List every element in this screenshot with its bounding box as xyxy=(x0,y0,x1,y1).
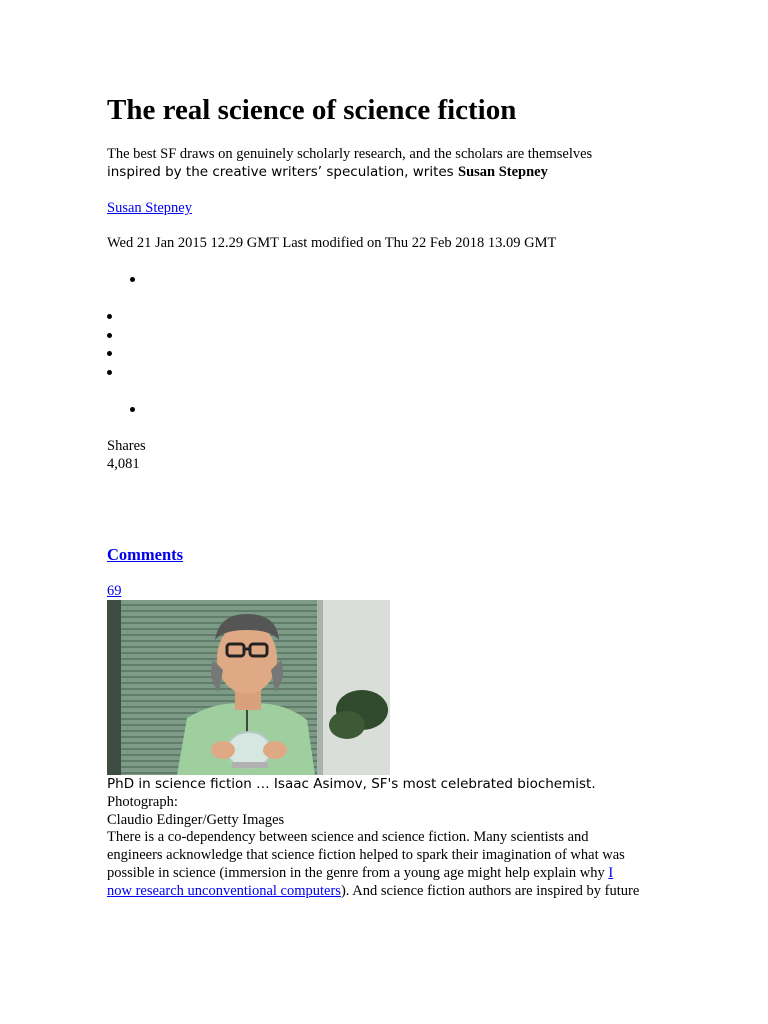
comments-count-link[interactable]: 69 xyxy=(107,583,122,599)
photo-caption xyxy=(107,775,667,829)
share-list-bullet xyxy=(107,370,112,375)
research-link-part-1[interactable]: I xyxy=(608,865,614,881)
standfirst xyxy=(107,145,667,181)
caption-credit: Claudio Edinger/Getty Images xyxy=(107,812,285,828)
body-line-4: ). And science fiction authors are inspired by future xyxy=(340,883,640,899)
article-body xyxy=(107,828,667,900)
body-line-2: engineers acknowledge that science fiction helped to spark their imagination of what was xyxy=(107,847,625,863)
share-list-bullet xyxy=(130,277,135,282)
shares-count: 4,081 xyxy=(107,456,140,472)
research-link-part-2[interactable]: now research unconventional computers xyxy=(107,883,341,899)
standfirst-line-2: inspired by the creative writers’ speculation, writes xyxy=(107,164,458,180)
body-line-1: There is a co-dependency between science and science fiction. Many scientists and xyxy=(107,829,589,845)
photo-illustration xyxy=(107,600,390,775)
share-list-bullet xyxy=(107,351,112,356)
share-list-bullet xyxy=(107,314,112,319)
comments-link[interactable]: Comments xyxy=(107,545,184,564)
author-link[interactable]: Susan Stepney xyxy=(107,200,192,216)
standfirst-line-1: The best SF draws on genuinely scholarly research, and the scholars are themselves xyxy=(107,146,593,162)
article-photo xyxy=(107,600,390,775)
dateline: Wed 21 Jan 2015 12.29 GMT Last modified on Thu 22 Feb 2018 13.09 GMT xyxy=(107,235,557,251)
caption-credit-label: Photograph: xyxy=(107,794,178,810)
standfirst-author: Susan Stepney xyxy=(458,164,548,180)
shares-label: Shares xyxy=(107,438,146,454)
page-title: The real science of science fiction xyxy=(107,94,517,126)
share-list-bullet xyxy=(107,333,112,338)
caption-text: PhD in science fiction … Isaac Asimov, SF's most celebrated biochemist. xyxy=(107,776,596,792)
share-list-bullet xyxy=(130,407,135,412)
body-line-3: possible in science (immersion in the genre from a young age might help explain why xyxy=(107,865,609,881)
